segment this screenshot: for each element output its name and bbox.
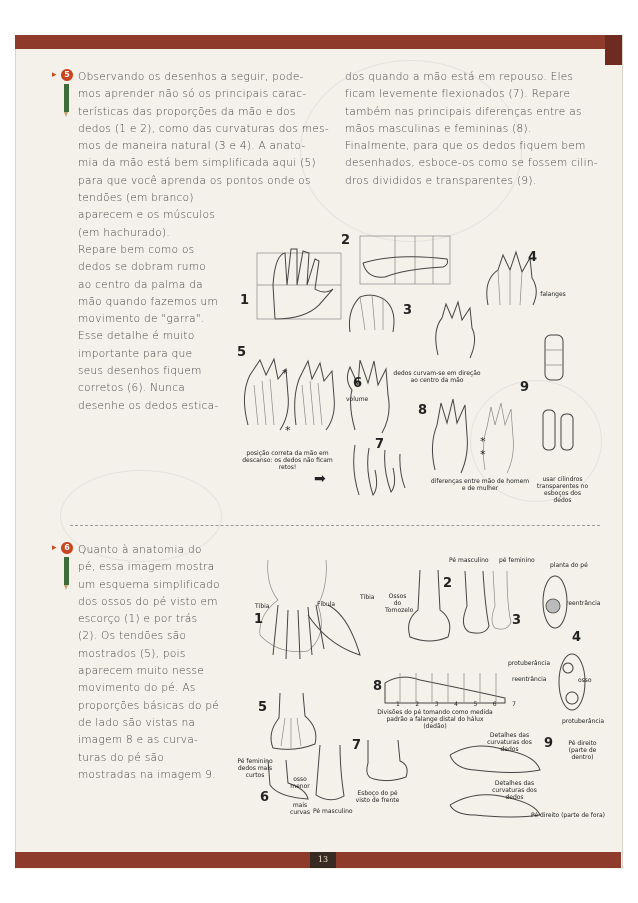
asterisk-mark: * — [480, 448, 486, 461]
foot-front-sketch-drawing — [360, 735, 415, 785]
figure-number: 3 — [403, 303, 413, 318]
foot-male-front-drawing — [310, 740, 350, 805]
text-line: Quanto à anatomia do — [78, 544, 202, 556]
text-line: proporções básicas do pé — [78, 699, 220, 712]
section-divider — [70, 525, 600, 526]
scale-number: 7 — [512, 701, 516, 708]
label-mais-curvas: mais curvas — [290, 802, 310, 816]
arrow-right-icon: ➡ — [314, 471, 326, 487]
text-line: dros divididos e transparentes (9). — [345, 174, 537, 187]
scale-number: 6 — [492, 701, 497, 708]
text-line: escorço (1) e por trás — [78, 613, 198, 626]
label-volume: volume — [346, 396, 369, 403]
label-tibia: Tíbia — [255, 603, 270, 610]
figure-number: 2 — [443, 576, 453, 591]
text-line: mia da mão está bem simplificada aqui (5) — [78, 157, 316, 170]
finger-proportion-drawing — [355, 233, 455, 288]
curved-fingers-drawing — [345, 292, 400, 337]
page-number: 13 — [310, 852, 336, 868]
label-reentrancia: reentrância — [566, 600, 601, 607]
label-tibia: Tíbia — [360, 594, 375, 601]
text-line: desenhe os dedos estica- — [78, 399, 219, 412]
figure-number: 1 — [240, 293, 250, 308]
label-planta-do-pe: planta do pé — [550, 562, 588, 569]
text-line: Finalmente, para que os dedos fiquem bem — [345, 140, 586, 153]
section1-text-right — [345, 69, 598, 190]
label-cilindros: usar cilindros transparentes no esboços dos dedos — [536, 476, 589, 504]
figure-number: 5 — [237, 345, 247, 360]
label-diferencas: diferenças entre mão de homem e de mulher — [430, 478, 530, 492]
label-pe-direito-dentro: Pé direito (parte de dentro) — [568, 740, 597, 761]
figure-number: 8 — [373, 679, 383, 694]
label-fibula: Fíbula — [317, 601, 336, 608]
text-line: movimento de "garra". — [78, 313, 205, 326]
claw-hand-drawing — [340, 355, 400, 435]
text-line: seus desenhos fiquem — [78, 365, 202, 378]
asterisk-mark: * — [285, 424, 291, 437]
text-line: importante para que — [78, 347, 193, 360]
scale-number: 2 — [415, 701, 420, 708]
label-divisoes: Divisões do pé tomando como medida padrão a falange distal do hálux (dedão) — [377, 709, 493, 730]
label-dedos-curvam: dedos curvam-se em direção ao centro da mão — [393, 370, 481, 384]
label-ossos-tornozelo: Ossos do Tornozelo — [385, 593, 414, 614]
scale-number: 4 — [454, 701, 458, 708]
label-pe-direito-fora: Pé direito (parte de fora) — [530, 812, 606, 819]
label-osso-menor: osso menor — [290, 776, 310, 790]
hand-proportion-drawing — [255, 245, 345, 325]
section-number-badge: 6 — [61, 542, 73, 554]
text-line: aparecem muito nesse — [78, 665, 205, 678]
arrow-icon: ▸ — [52, 543, 57, 553]
proportion-scale — [396, 701, 516, 708]
foot-back-comparison-drawing — [455, 566, 515, 636]
hand-skeleton-drawing — [478, 250, 548, 310]
pencil-icon — [64, 84, 69, 112]
figure-number: 6 — [353, 376, 363, 391]
text-line: mostrados (5), pois — [78, 647, 186, 660]
figure-number: 5 — [258, 700, 268, 715]
text-line: dos ossos do pé visto em — [78, 595, 218, 608]
top-bar-tab — [605, 35, 622, 65]
text-line: mostradas na imagem 9. — [78, 768, 216, 781]
text-line: turas do pé são — [78, 751, 165, 764]
label-protuberancia: protuberância — [562, 718, 605, 725]
figure-number: 9 — [520, 380, 530, 395]
label-protuberancia: protuberância — [508, 660, 551, 667]
foot-bones-drawing — [248, 555, 363, 665]
scale-number: 3 — [434, 701, 439, 708]
label-pe-feminino: pé feminino — [499, 557, 535, 564]
label-pe-masculino: Pé masculino — [449, 557, 489, 564]
arrow-icon: ▸ — [52, 70, 57, 80]
figure-number: 6 — [260, 790, 270, 805]
figure-number: 4 — [572, 630, 582, 645]
text-line: dos quando a mão está em repouso. Eles — [345, 71, 574, 83]
figure-number: 7 — [352, 738, 362, 753]
text-line: ficam levemente flexionados (7). Repare — [345, 88, 571, 101]
label-detalhes-curvaturas: Detalhes das curvaturas dos dedos — [487, 732, 532, 753]
label-pe-feminino: Pé feminino dedos mais curtos — [237, 758, 273, 779]
pencil-icon — [64, 557, 69, 585]
text-line: corretos (6). Nunca — [78, 382, 186, 395]
text-line: mos de maneira natural (3 e 4). A anato- — [78, 140, 306, 153]
text-line: ao centro da palma da — [78, 278, 203, 291]
label-esboco: Esboço do pé visto de frente — [355, 790, 400, 804]
label-falanges: falanges — [540, 291, 566, 298]
text-line: terísticas das proporções da mão e dos — [78, 105, 296, 118]
asterisk-mark: * — [282, 367, 288, 380]
scale-number: 5 — [473, 701, 478, 708]
label-posicao-correta: posição correta da mão em descanso: os dedos não ficam retos! — [242, 450, 333, 471]
text-line: imagem 8 e as curva- — [78, 734, 199, 747]
finger-cylinders-drawing — [535, 330, 590, 460]
label-detalhes-curvaturas: Detalhes das curvaturas dos dedos — [492, 780, 537, 801]
label-pe-masculino: Pé masculino — [313, 808, 353, 815]
section2-text — [78, 542, 220, 784]
text-line: aparecem e os músculos — [78, 209, 216, 222]
top-bar — [15, 35, 605, 49]
text-line: mãos masculinas e femininas (8). — [345, 122, 532, 135]
text-line: movimento do pé. As — [78, 682, 196, 695]
text-line: desenhados, esboce-os como se fossem cilin- — [345, 157, 598, 170]
text-line: pé, essa imagem mostra — [78, 561, 215, 574]
text-line: também nas principais diferenças entre as — [345, 105, 582, 118]
figure-number: 3 — [512, 613, 522, 628]
asterisk-mark: * — [480, 435, 486, 448]
text-line: mão quando fazemos um — [78, 295, 219, 308]
label-reentrancia: reentrância — [512, 676, 547, 683]
text-line: dedos (1 e 2), como das curvaturas dos mes- — [78, 122, 329, 135]
hand-top-drawing — [430, 300, 480, 360]
figure-number: 8 — [418, 403, 428, 418]
text-line: de lado são vistas na — [78, 716, 196, 729]
figure-number: 9 — [544, 736, 554, 751]
text-line: para que você aprenda os pontos onde os — [78, 174, 311, 187]
figure-number: 4 — [528, 250, 538, 265]
figure-number: 2 — [341, 233, 351, 248]
text-line: dedos se dobram rumo — [78, 261, 206, 274]
text-line: (em hachurado). — [78, 226, 171, 239]
text-line: Esse detalhe é muito — [78, 330, 195, 343]
section-number-badge: 5 — [61, 69, 73, 81]
text-line: um esquema simplificado — [78, 578, 220, 591]
figure-number: 1 — [254, 612, 264, 627]
scale-number: 1 — [396, 701, 400, 708]
text-line: mos aprender não só os principais carac- — [78, 88, 307, 101]
text-line: Observando os desenhos a seguir, pode- — [78, 71, 304, 83]
hand-anatomy-drawing — [240, 355, 345, 435]
text-line: (2). Os tendões são — [78, 630, 187, 643]
male-female-hands-drawing — [425, 395, 525, 475]
text-line: tendões (em branco) — [78, 192, 194, 205]
label-osso: osso — [578, 677, 592, 684]
figure-number: 7 — [375, 437, 385, 452]
text-line: Repare bem como os — [78, 243, 195, 256]
